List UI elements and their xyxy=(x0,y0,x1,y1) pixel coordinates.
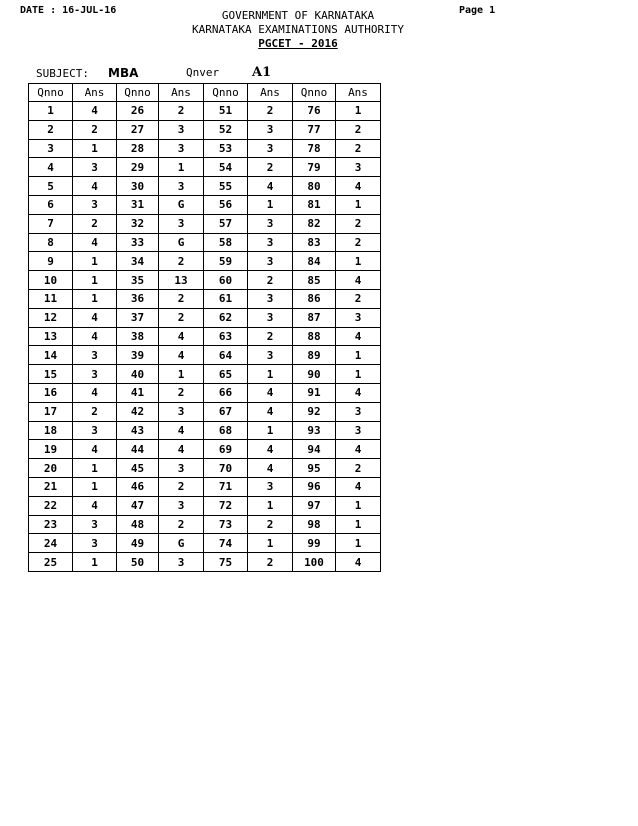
question-number-cell: 68 xyxy=(204,421,248,440)
question-number-cell: 29 xyxy=(117,158,159,177)
qnver-label: Qnver xyxy=(186,66,220,79)
table-row xyxy=(29,120,381,139)
answer-cell: 4 xyxy=(73,233,117,252)
table-row xyxy=(29,534,381,553)
question-number-cell: 17 xyxy=(29,402,73,421)
answer-cell: 3 xyxy=(159,496,204,515)
question-number-cell: 8 xyxy=(29,233,73,252)
question-number-cell: 70 xyxy=(204,459,248,478)
question-number-cell: 16 xyxy=(29,383,73,402)
question-number-cell: 84 xyxy=(293,252,336,271)
question-number-cell: 72 xyxy=(204,496,248,515)
question-number-cell: 85 xyxy=(293,271,336,290)
table-row xyxy=(29,289,381,308)
answer-cell: 2 xyxy=(159,383,204,402)
answer-cell: 1 xyxy=(336,102,381,121)
question-number-cell: 34 xyxy=(117,252,159,271)
answer-cell: 2 xyxy=(248,327,293,346)
question-number-cell: 79 xyxy=(293,158,336,177)
column-header: Qnno xyxy=(117,84,159,102)
answer-cell: 4 xyxy=(336,553,381,572)
title-exam: PGCET - 2016 xyxy=(258,37,338,50)
question-number-cell: 23 xyxy=(29,515,73,534)
question-number-cell: 94 xyxy=(293,440,336,459)
answer-cell: 1 xyxy=(73,553,117,572)
answer-cell: 3 xyxy=(248,139,293,158)
question-number-cell: 26 xyxy=(117,102,159,121)
question-number-cell: 69 xyxy=(204,440,248,459)
column-header: Ans xyxy=(248,84,293,102)
column-header: Ans xyxy=(73,84,117,102)
table-row xyxy=(29,271,381,290)
answer-cell: 4 xyxy=(159,440,204,459)
table-row xyxy=(29,214,381,233)
answer-cell: 4 xyxy=(248,402,293,421)
answer-cell: 3 xyxy=(73,421,117,440)
answer-cell: 2 xyxy=(73,402,117,421)
answer-cell: 4 xyxy=(336,177,381,196)
question-number-cell: 27 xyxy=(117,120,159,139)
column-header: Ans xyxy=(336,84,381,102)
question-number-cell: 83 xyxy=(293,233,336,252)
answer-cell: 3 xyxy=(248,346,293,365)
answer-cell: 2 xyxy=(159,102,204,121)
answer-cell: 4 xyxy=(336,327,381,346)
question-number-cell: 11 xyxy=(29,289,73,308)
question-number-cell: 81 xyxy=(293,195,336,214)
table-row xyxy=(29,177,381,196)
answer-cell: 2 xyxy=(159,308,204,327)
table-row xyxy=(29,346,381,365)
question-number-cell: 6 xyxy=(29,195,73,214)
table-row xyxy=(29,553,381,572)
question-number-cell: 30 xyxy=(117,177,159,196)
question-number-cell: 57 xyxy=(204,214,248,233)
answer-cell: 1 xyxy=(336,534,381,553)
question-number-cell: 71 xyxy=(204,477,248,496)
question-number-cell: 1 xyxy=(29,102,73,121)
answer-cell: 2 xyxy=(159,477,204,496)
answer-cell: 1 xyxy=(336,252,381,271)
answer-cell: 4 xyxy=(248,440,293,459)
question-number-cell: 10 xyxy=(29,271,73,290)
question-number-cell: 12 xyxy=(29,308,73,327)
answer-cell: 2 xyxy=(73,214,117,233)
question-number-cell: 90 xyxy=(293,365,336,384)
answer-cell: 2 xyxy=(248,158,293,177)
qnver-value: A1 xyxy=(252,65,272,80)
question-number-cell: 56 xyxy=(204,195,248,214)
answer-cell: G xyxy=(159,195,204,214)
answer-cell: 4 xyxy=(159,421,204,440)
question-number-cell: 66 xyxy=(204,383,248,402)
answer-cell: 3 xyxy=(73,158,117,177)
question-number-cell: 98 xyxy=(293,515,336,534)
question-number-cell: 59 xyxy=(204,252,248,271)
table-row xyxy=(29,477,381,496)
column-header: Qnno xyxy=(29,84,73,102)
column-header: Ans xyxy=(159,84,204,102)
question-number-cell: 18 xyxy=(29,421,73,440)
answer-cell: 3 xyxy=(159,177,204,196)
answer-cell: 3 xyxy=(159,553,204,572)
answer-cell: 3 xyxy=(73,534,117,553)
answer-cell: 2 xyxy=(159,289,204,308)
question-number-cell: 45 xyxy=(117,459,159,478)
question-number-cell: 22 xyxy=(29,496,73,515)
question-number-cell: 4 xyxy=(29,158,73,177)
document-titles xyxy=(0,9,596,51)
page-number: Page 1 xyxy=(459,5,496,16)
answer-cell: 1 xyxy=(159,365,204,384)
question-number-cell: 41 xyxy=(117,383,159,402)
question-number-cell: 67 xyxy=(204,402,248,421)
question-number-cell: 58 xyxy=(204,233,248,252)
question-number-cell: 97 xyxy=(293,496,336,515)
table-row xyxy=(29,515,381,534)
question-number-cell: 63 xyxy=(204,327,248,346)
answer-cell: 1 xyxy=(248,195,293,214)
answer-cell: 4 xyxy=(73,327,117,346)
table-row xyxy=(29,102,381,121)
table-header-row xyxy=(29,84,381,102)
answer-cell: 1 xyxy=(73,252,117,271)
table-row xyxy=(29,459,381,478)
question-number-cell: 14 xyxy=(29,346,73,365)
answer-cell: 4 xyxy=(336,271,381,290)
answer-cell: 4 xyxy=(248,383,293,402)
question-number-cell: 13 xyxy=(29,327,73,346)
answer-cell: 2 xyxy=(159,252,204,271)
question-number-cell: 24 xyxy=(29,534,73,553)
question-number-cell: 95 xyxy=(293,459,336,478)
answer-cell: 1 xyxy=(73,139,117,158)
question-number-cell: 38 xyxy=(117,327,159,346)
answer-cell: 3 xyxy=(248,233,293,252)
answer-cell: G xyxy=(159,534,204,553)
answer-cell: 3 xyxy=(248,120,293,139)
question-number-cell: 42 xyxy=(117,402,159,421)
table-row xyxy=(29,440,381,459)
answer-cell: 3 xyxy=(73,346,117,365)
question-number-cell: 73 xyxy=(204,515,248,534)
question-number-cell: 96 xyxy=(293,477,336,496)
answer-cell: 4 xyxy=(336,440,381,459)
subject-label: SUBJECT: xyxy=(36,67,89,80)
answer-cell: 4 xyxy=(159,346,204,365)
table-row xyxy=(29,308,381,327)
answer-cell: 2 xyxy=(336,233,381,252)
question-number-cell: 2 xyxy=(29,120,73,139)
question-number-cell: 44 xyxy=(117,440,159,459)
question-number-cell: 15 xyxy=(29,365,73,384)
answer-cell: 2 xyxy=(336,139,381,158)
question-number-cell: 65 xyxy=(204,365,248,384)
answer-cell: 1 xyxy=(336,365,381,384)
answer-cell: 2 xyxy=(248,515,293,534)
answer-cell: 3 xyxy=(159,402,204,421)
answer-cell: 3 xyxy=(159,139,204,158)
answer-cell: 4 xyxy=(73,383,117,402)
answer-cell: 3 xyxy=(159,120,204,139)
question-number-cell: 19 xyxy=(29,440,73,459)
question-number-cell: 80 xyxy=(293,177,336,196)
print-date: DATE : 16-JUL-16 xyxy=(20,5,117,16)
question-number-cell: 76 xyxy=(293,102,336,121)
question-number-cell: 39 xyxy=(117,346,159,365)
answer-cell: 4 xyxy=(336,383,381,402)
answer-cell: 1 xyxy=(73,477,117,496)
title-authority: KARNATAKA EXAMINATIONS AUTHORITY xyxy=(192,23,404,36)
table-row xyxy=(29,365,381,384)
answer-cell: 4 xyxy=(336,477,381,496)
table-body xyxy=(29,102,381,572)
question-number-cell: 50 xyxy=(117,553,159,572)
question-number-cell: 75 xyxy=(204,553,248,572)
table-row xyxy=(29,252,381,271)
question-number-cell: 93 xyxy=(293,421,336,440)
question-number-cell: 43 xyxy=(117,421,159,440)
question-number-cell: 87 xyxy=(293,308,336,327)
column-header: Qnno xyxy=(293,84,336,102)
question-number-cell: 82 xyxy=(293,214,336,233)
table-row xyxy=(29,158,381,177)
question-number-cell: 78 xyxy=(293,139,336,158)
answer-cell: 4 xyxy=(73,440,117,459)
answer-cell: 4 xyxy=(73,496,117,515)
table-row xyxy=(29,383,381,402)
answer-cell: 2 xyxy=(248,553,293,572)
question-number-cell: 36 xyxy=(117,289,159,308)
answer-cell: 3 xyxy=(248,289,293,308)
answer-cell: 1 xyxy=(248,365,293,384)
table-row xyxy=(29,139,381,158)
question-number-cell: 21 xyxy=(29,477,73,496)
question-number-cell: 7 xyxy=(29,214,73,233)
answer-cell: 3 xyxy=(248,252,293,271)
answer-cell: 3 xyxy=(73,195,117,214)
answer-cell: 3 xyxy=(336,421,381,440)
answer-cell: 2 xyxy=(248,271,293,290)
answer-cell: 3 xyxy=(73,365,117,384)
answer-cell: 3 xyxy=(336,308,381,327)
question-number-cell: 46 xyxy=(117,477,159,496)
answer-cell: 3 xyxy=(159,214,204,233)
question-number-cell: 53 xyxy=(204,139,248,158)
answer-cell: 2 xyxy=(336,120,381,139)
question-number-cell: 51 xyxy=(204,102,248,121)
table-row xyxy=(29,421,381,440)
question-number-cell: 60 xyxy=(204,271,248,290)
question-number-cell: 100 xyxy=(293,553,336,572)
answer-cell: 4 xyxy=(73,177,117,196)
question-number-cell: 49 xyxy=(117,534,159,553)
answer-cell: 1 xyxy=(73,289,117,308)
answer-cell: 1 xyxy=(336,496,381,515)
answer-cell: 4 xyxy=(248,177,293,196)
table-row xyxy=(29,496,381,515)
answer-cell: 1 xyxy=(73,271,117,290)
question-number-cell: 77 xyxy=(293,120,336,139)
answer-cell: 1 xyxy=(73,459,117,478)
question-number-cell: 54 xyxy=(204,158,248,177)
question-number-cell: 40 xyxy=(117,365,159,384)
question-number-cell: 32 xyxy=(117,214,159,233)
answer-cell: 1 xyxy=(336,515,381,534)
answer-cell: 1 xyxy=(248,534,293,553)
table-row xyxy=(29,233,381,252)
answer-cell: 3 xyxy=(159,459,204,478)
answer-cell: 1 xyxy=(248,496,293,515)
answer-cell: 2 xyxy=(336,459,381,478)
question-number-cell: 86 xyxy=(293,289,336,308)
question-number-cell: 55 xyxy=(204,177,248,196)
answer-cell: 1 xyxy=(248,421,293,440)
question-number-cell: 9 xyxy=(29,252,73,271)
answer-cell: 4 xyxy=(159,327,204,346)
question-number-cell: 31 xyxy=(117,195,159,214)
table-row xyxy=(29,402,381,421)
answer-cell: 1 xyxy=(336,346,381,365)
question-number-cell: 48 xyxy=(117,515,159,534)
question-number-cell: 3 xyxy=(29,139,73,158)
answer-cell: 2 xyxy=(336,214,381,233)
question-number-cell: 28 xyxy=(117,139,159,158)
question-number-cell: 74 xyxy=(204,534,248,553)
question-number-cell: 52 xyxy=(204,120,248,139)
question-number-cell: 37 xyxy=(117,308,159,327)
answer-cell: 13 xyxy=(159,271,204,290)
answer-cell: 3 xyxy=(248,308,293,327)
question-number-cell: 89 xyxy=(293,346,336,365)
answer-cell: 3 xyxy=(336,402,381,421)
answer-cell: 4 xyxy=(248,459,293,478)
question-number-cell: 62 xyxy=(204,308,248,327)
answer-key-table xyxy=(28,83,381,572)
question-number-cell: 5 xyxy=(29,177,73,196)
answer-cell: 4 xyxy=(73,102,117,121)
answer-cell: 1 xyxy=(336,195,381,214)
table-row xyxy=(29,327,381,346)
answer-cell: 2 xyxy=(248,102,293,121)
question-number-cell: 25 xyxy=(29,553,73,572)
answer-cell: 2 xyxy=(73,120,117,139)
question-number-cell: 64 xyxy=(204,346,248,365)
question-number-cell: 92 xyxy=(293,402,336,421)
answer-cell: 3 xyxy=(248,477,293,496)
answer-cell: 4 xyxy=(73,308,117,327)
question-number-cell: 99 xyxy=(293,534,336,553)
table-row xyxy=(29,195,381,214)
answer-cell: 2 xyxy=(159,515,204,534)
question-number-cell: 88 xyxy=(293,327,336,346)
subject-value: MBA xyxy=(108,66,139,80)
answer-cell: 3 xyxy=(248,214,293,233)
answer-cell: 1 xyxy=(159,158,204,177)
question-number-cell: 61 xyxy=(204,289,248,308)
question-number-cell: 33 xyxy=(117,233,159,252)
column-header: Qnno xyxy=(204,84,248,102)
question-number-cell: 91 xyxy=(293,383,336,402)
question-number-cell: 20 xyxy=(29,459,73,478)
answer-cell: G xyxy=(159,233,204,252)
question-number-cell: 35 xyxy=(117,271,159,290)
answer-cell: 3 xyxy=(73,515,117,534)
title-government: GOVERNMENT OF KARNATAKA xyxy=(221,9,375,22)
question-number-cell: 47 xyxy=(117,496,159,515)
answer-cell: 3 xyxy=(336,158,381,177)
answer-cell: 2 xyxy=(336,289,381,308)
